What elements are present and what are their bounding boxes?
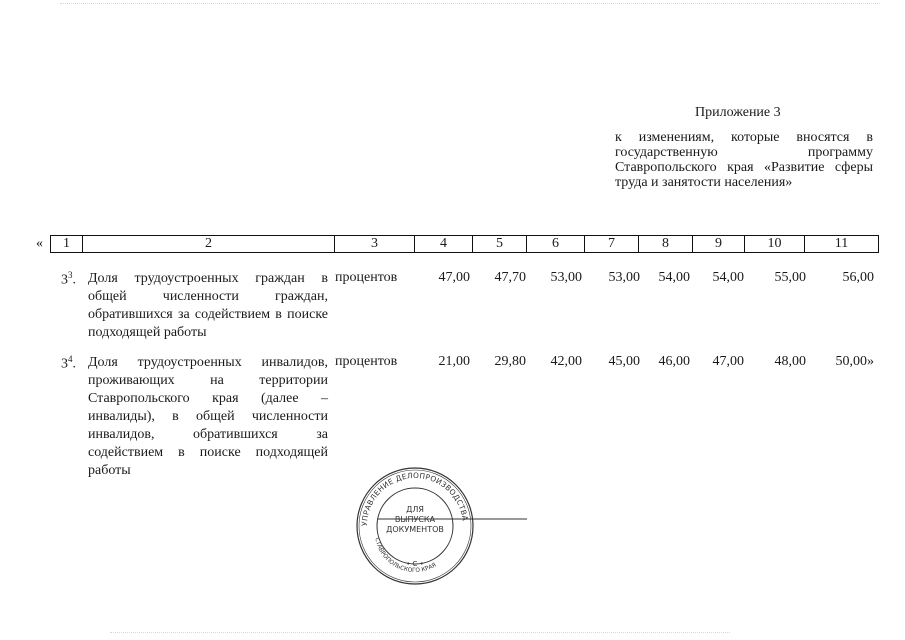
column-header-3: 3: [335, 236, 415, 253]
indicator-name: Доля трудоустроенных инвалидов, проживающих на территории Ставропольского края (далее – инвалиды), в общей численности инвалидов, обратившихся за содействием в поиске подходящей работы: [88, 355, 328, 478]
column-header-7: 7: [585, 236, 639, 253]
column-header-11: 11: [805, 236, 879, 253]
column-header-2: 2: [83, 236, 335, 253]
stamp-center-text-3: ДОКУМЕНТОВ: [386, 525, 444, 534]
column-number-header: [50, 235, 879, 253]
opening-quote: «: [36, 236, 43, 251]
scan-artifact-bottom: [110, 632, 730, 633]
column-header-8: 8: [639, 236, 693, 253]
appendix-title: Приложение 3: [695, 105, 781, 120]
value-cell: 56,00: [842, 270, 874, 285]
unit-of-measure: процентов: [335, 354, 398, 369]
value-cell: 54,00: [658, 270, 690, 285]
official-stamp: [345, 462, 527, 590]
value-cell: 47,00: [438, 270, 470, 285]
value-cell: 53,00: [550, 270, 582, 285]
stamp-bottom-mark: • С •: [406, 560, 424, 568]
column-header-4: 4: [415, 236, 473, 253]
value-cell: 21,00: [438, 354, 470, 369]
value-cell: 47,70: [494, 270, 526, 285]
indicator-name: Доля трудоустроенных граждан в общей численности граждан, обратившихся за содействием в поиске подходящей работы: [88, 271, 328, 340]
column-header-6: 6: [527, 236, 585, 253]
value-cell: 46,00: [658, 354, 690, 369]
column-header-9: 9: [693, 236, 745, 253]
row-number: $3^3$.: [61, 270, 76, 288]
appendix-description: к изменениям, которые вносятся в государственную программу Ставропольского края «Развитие сферы труда и занятости населения»: [615, 130, 873, 190]
value-cell: 42,00: [550, 354, 582, 369]
value-cell: 48,00: [774, 354, 806, 369]
unit-of-measure: процентов: [335, 270, 398, 285]
scan-artifact-top: [60, 3, 880, 4]
stamp-ring-text-bottom: СТАВРОПОЛЬСКОГО КРАЯ: [373, 537, 438, 575]
value-cell: 54,00: [712, 270, 744, 285]
column-header-5: 5: [473, 236, 527, 253]
value-cell: 55,00: [774, 270, 806, 285]
value-cell: 47,00: [712, 354, 744, 369]
value-cell: 53,00: [608, 270, 640, 285]
row-number: $3^4$.: [61, 354, 76, 372]
stamp-center-text-1: ДЛЯ: [406, 505, 424, 514]
value-cell: 45,00: [608, 354, 640, 369]
stamp-center-text-2: ВЫПУСКА: [394, 515, 436, 524]
column-header-1: 1: [51, 236, 83, 253]
value-cell: 50,00»: [835, 354, 874, 369]
value-cell: 29,80: [494, 354, 526, 369]
column-header-10: 10: [745, 236, 805, 253]
stamp-ring-text: УПРАВЛЕНИЕ ДЕЛОПРОИЗВОДСТВА: [359, 470, 470, 527]
